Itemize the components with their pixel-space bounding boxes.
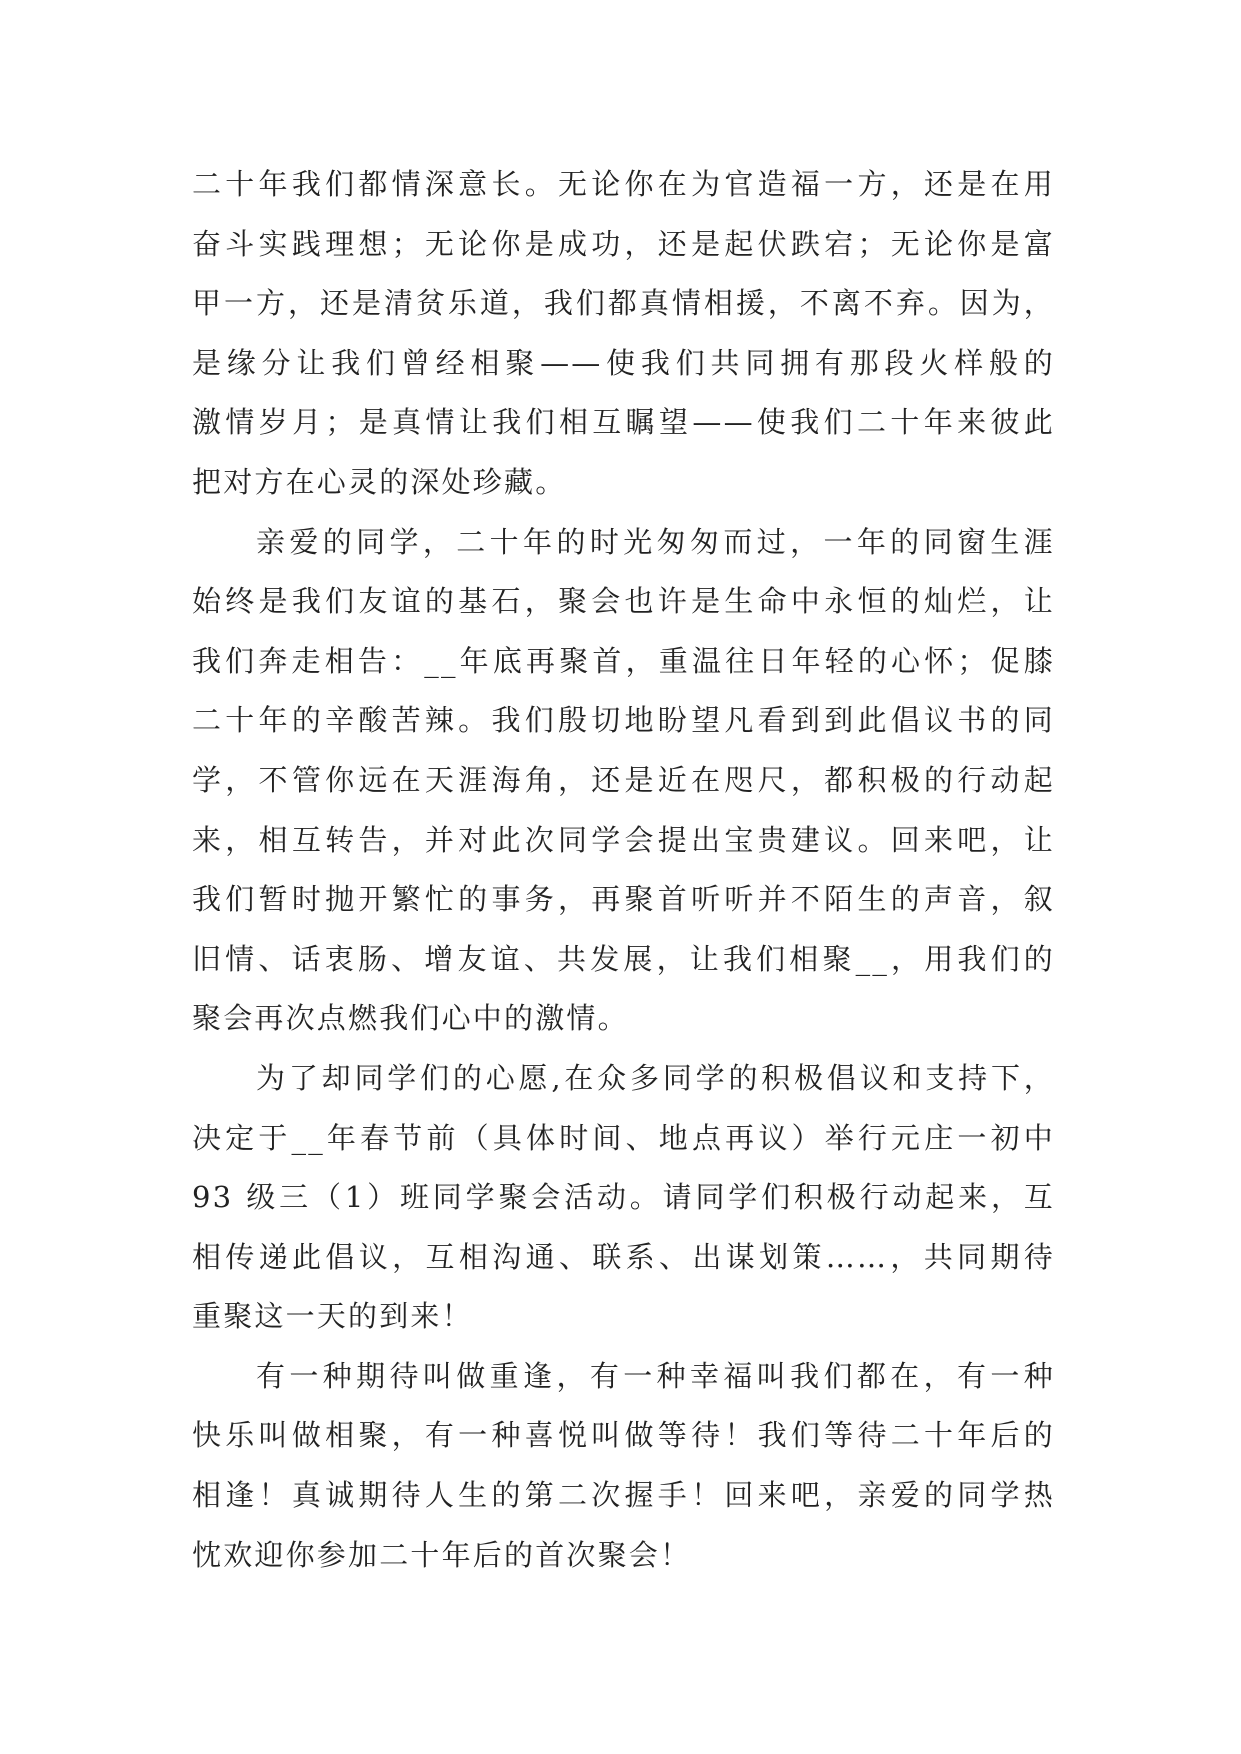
text-line: 93 级三（1）班同学聚会活动。请同学们积极行动起来，互 (192, 1180, 1055, 1215)
paragraph-2 (192, 513, 1055, 1049)
text-line: 甲一方，还是清贫乐道，我们都真情相援，不离不弃。因为， (192, 286, 1055, 321)
text-line: 二十年我们都情深意长。无论你在为官造福一方，还是在用 (192, 167, 1055, 201)
text-line: 是缘分让我们曾经相聚——使我们共同拥有那段火样般的 (192, 345, 1055, 380)
text-line: 聚会再次点燃我们心中的激情。 (192, 1001, 629, 1036)
paragraph-3 (192, 1049, 1055, 1347)
text-line: 为了却同学们的心愿,在众多同学的积极倡议和支持下， (256, 1060, 1055, 1095)
text-line: 我们奔走相告：__年底再聚首，重温往日年轻的心怀；促膝 (192, 643, 1055, 678)
document-page (192, 155, 1055, 1585)
text-line: 始终是我们友谊的基石，聚会也许是生命中永恒的灿烂，让 (192, 584, 1055, 619)
text-line: 快乐叫做相聚，有一种喜悦叫做等待！我们等待二十年后的 (192, 1418, 1055, 1453)
text-line: 有一种期待叫做重逢，有一种幸福叫我们都在，有一种 (256, 1358, 1055, 1393)
text-line: 相传递此倡议，互相沟通、联系、出谋划策……，共同期待 (192, 1239, 1055, 1274)
text-line: 二十年的辛酸苦辣。我们殷切地盼望凡看到到此倡议书的同 (192, 703, 1055, 738)
paragraph-4 (192, 1347, 1055, 1585)
text-line: 学，不管你远在天涯海角，还是近在咫尺，都积极的行动起 (192, 762, 1055, 797)
text-line: 忱欢迎你参加二十年后的首次聚会！ (192, 1537, 692, 1572)
text-line: 旧情、话衷肠、增友谊、共发展，让我们相聚__，用我们的 (192, 941, 1055, 976)
paragraph-1 (192, 155, 1055, 513)
text-line: 重聚这一天的到来！ (192, 1299, 473, 1334)
text-line: 亲爱的同学，二十年的时光匆匆而过，一年的同窗生涯 (256, 524, 1055, 559)
text-line: 我们暂时抛开繁忙的事务，再聚首听听并不陌生的声音，叙 (192, 882, 1055, 917)
text-line: 来，相互转告，并对此次同学会提出宝贵建议。回来吧，让 (192, 822, 1055, 857)
text-line: 相逢！真诚期待人生的第二次握手！回来吧，亲爱的同学热 (192, 1478, 1055, 1513)
text-line: 奋斗实践理想；无论你是成功，还是起伏跌宕；无论你是富 (192, 226, 1055, 261)
text-line: 决定于__年春节前（具体时间、地点再议）举行元庄一初中 (192, 1120, 1055, 1155)
text-line: 把对方在心灵的深处珍藏。 (192, 464, 567, 499)
text-line: 激情岁月；是真情让我们相互瞩望——使我们二十年来彼此 (192, 405, 1055, 440)
